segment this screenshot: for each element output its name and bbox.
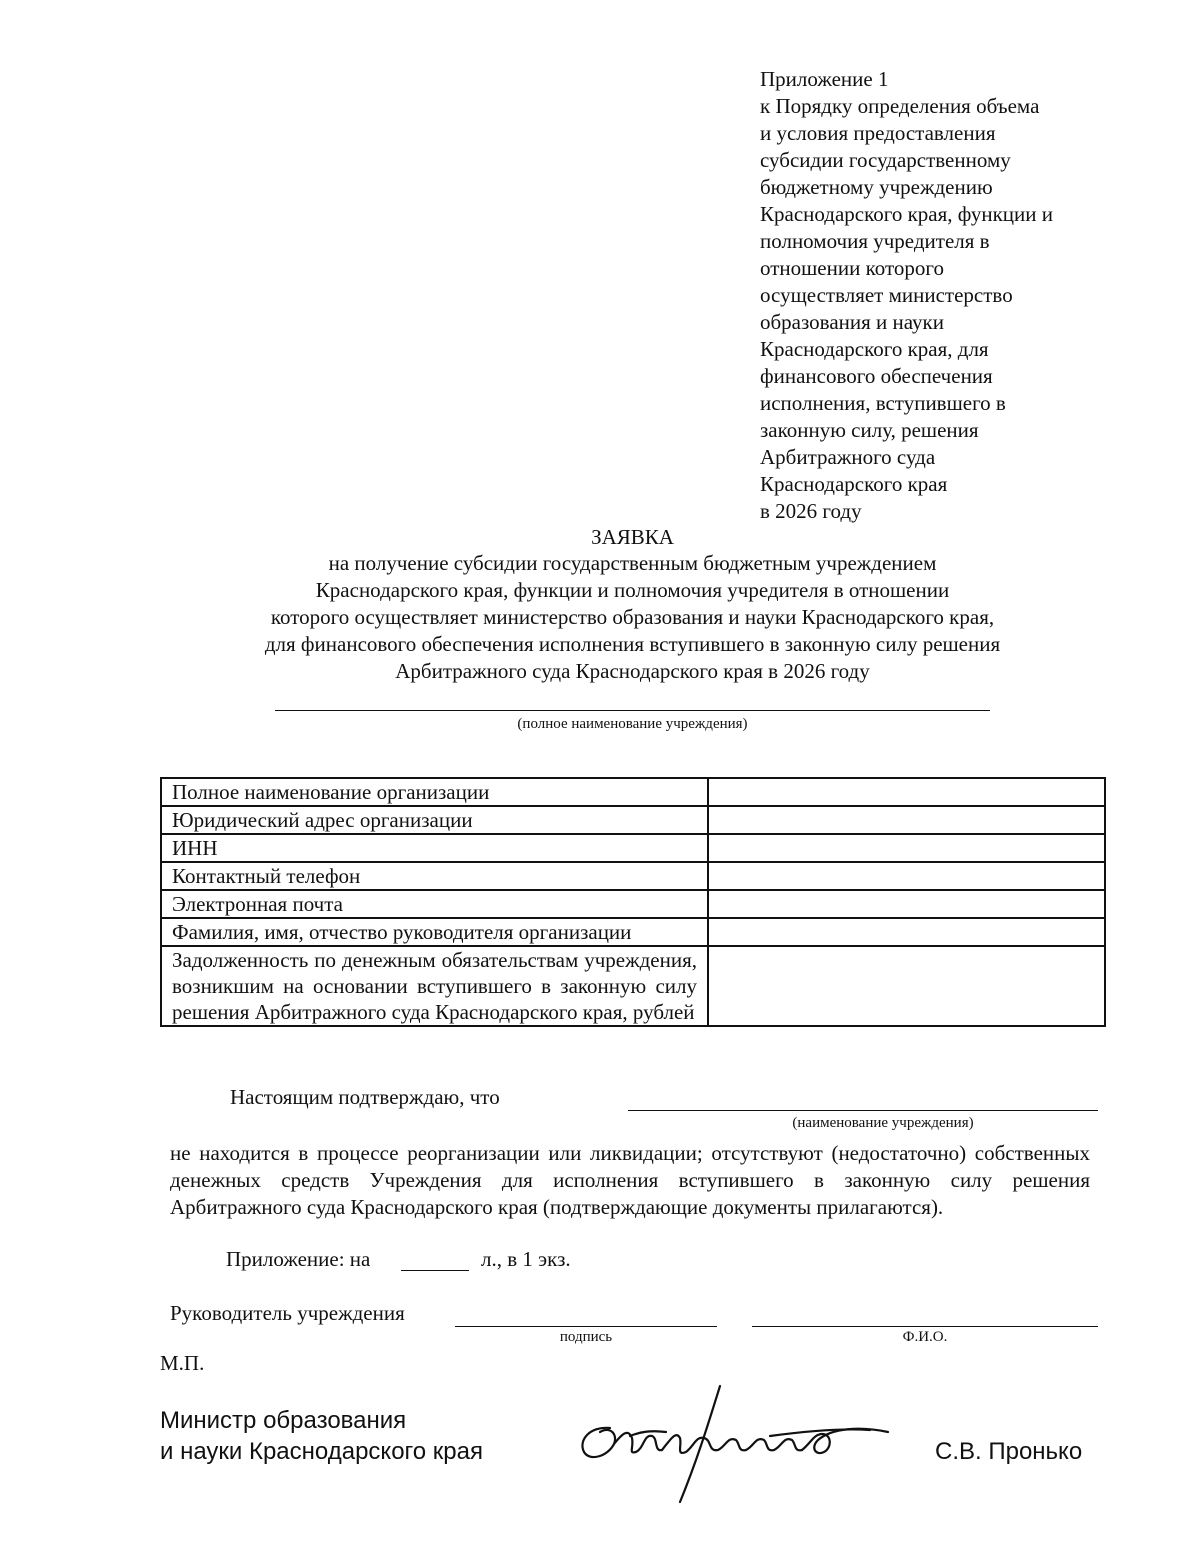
head-label: Руководитель учреждения <box>170 1301 405 1325</box>
appendix-line: бюджетному учреждению <box>760 175 993 199</box>
table-row <box>161 778 1105 806</box>
minister-title-line: Министр образования <box>160 1407 407 1434</box>
row-label: Задолженность по денежным обязательствам учреждения, возникшим на основании вступившего в законную силу решения Арбитражного суда Краснодарского края, рублей <box>161 946 708 1026</box>
stamp-mark: М.П. <box>160 1351 205 1375</box>
row-value[interactable] <box>708 806 1105 834</box>
table-row <box>161 946 1105 1026</box>
row-label: Юридический адрес организации <box>161 806 708 834</box>
attachment-pages-field[interactable] <box>401 1270 469 1271</box>
row-label: Полное наименование организации <box>161 778 708 806</box>
table-row <box>161 918 1105 946</box>
row-label: ИНН <box>161 834 708 862</box>
row-value[interactable] <box>708 946 1105 1026</box>
handwritten-signature <box>570 1378 900 1508</box>
row-label: Фамилия, имя, отчество руководителя организации <box>161 918 708 946</box>
row-value[interactable] <box>708 890 1105 918</box>
row-value[interactable] <box>708 918 1105 946</box>
table-row <box>161 862 1105 890</box>
appendix-line: законную силу, решения <box>760 418 979 442</box>
appendix-line: исполнения, вступившего в <box>760 391 1006 415</box>
appendix-line: субсидии государственному <box>760 148 1011 172</box>
document-title: ЗАЯВКА <box>591 525 674 549</box>
fio-line[interactable] <box>752 1326 1098 1327</box>
subtitle-line: на получение субсидии государственным бюджетным учреждением <box>328 551 937 575</box>
fio-caption: Ф.И.О. <box>902 1329 948 1345</box>
row-label: Контактный телефон <box>161 862 708 890</box>
minister-title-line: и науки Краснодарского края <box>160 1438 483 1465</box>
appendix-line: к Порядку определения объема <box>760 94 1040 118</box>
subtitle-line: которого осуществляет министерство образования и науки Краснодарского края, <box>270 605 995 629</box>
appendix-line: Краснодарского края, для <box>760 337 989 361</box>
appendix-line: Приложение 1 <box>760 67 889 91</box>
confirmation-intro: Настоящим подтверждаю, что <box>230 1085 500 1109</box>
institution-name-caption-2: (наименование учреждения) <box>792 1115 974 1131</box>
attachment-prefix: Приложение: на <box>226 1247 371 1271</box>
organization-info-table <box>160 777 1106 1027</box>
minister-name: С.В. Пронько <box>935 1438 1083 1465</box>
appendix-note <box>760 66 1140 525</box>
confirmation-body: не находится в процессе реорганизации или ликвидации; отсутствуют (недостаточно) собственных денежных средств Учреждения для исполнения вступившего в законную силу решения Арбитражного суда Краснодарского края (подтверждающие документы прилагаются). <box>170 1141 1090 1219</box>
appendix-line: в 2026 году <box>760 499 862 523</box>
appendix-line: и условия предоставления <box>760 121 996 145</box>
appendix-line: отношении которого <box>760 256 944 280</box>
table-row <box>161 834 1105 862</box>
appendix-line: полномочия учредителя в <box>760 229 990 253</box>
signature-line[interactable] <box>455 1326 717 1327</box>
row-label: Электронная почта <box>161 890 708 918</box>
appendix-line: Краснодарского края, функции и <box>760 202 1053 226</box>
appendix-line: Арбитражного суда <box>760 445 936 469</box>
attachment-suffix: л., в 1 экз. <box>481 1247 571 1271</box>
institution-name-caption: (полное наименование учреждения) <box>517 716 748 732</box>
table-row <box>161 890 1105 918</box>
institution-name-line[interactable] <box>275 710 990 711</box>
row-value[interactable] <box>708 862 1105 890</box>
document-subtitle <box>160 550 1105 685</box>
appendix-line: образования и науки <box>760 310 944 334</box>
subtitle-line: Краснодарского края, функции и полномочия учредителя в отношении <box>315 578 950 602</box>
subtitle-line: для финансового обеспечения исполнения вступившего в законную силу решения <box>264 632 1001 656</box>
appendix-line: Краснодарского края <box>760 472 948 496</box>
appendix-line: финансового обеспечения <box>760 364 993 388</box>
institution-name-line-2[interactable] <box>628 1110 1098 1111</box>
subtitle-line: Арбитражного суда Краснодарского края в 2026 году <box>395 659 870 683</box>
table-row <box>161 806 1105 834</box>
signature-caption: подпись <box>559 1329 613 1345</box>
minister-title <box>160 1405 483 1467</box>
appendix-line: осуществляет министерство <box>760 283 1013 307</box>
row-value[interactable] <box>708 778 1105 806</box>
row-value[interactable] <box>708 834 1105 862</box>
